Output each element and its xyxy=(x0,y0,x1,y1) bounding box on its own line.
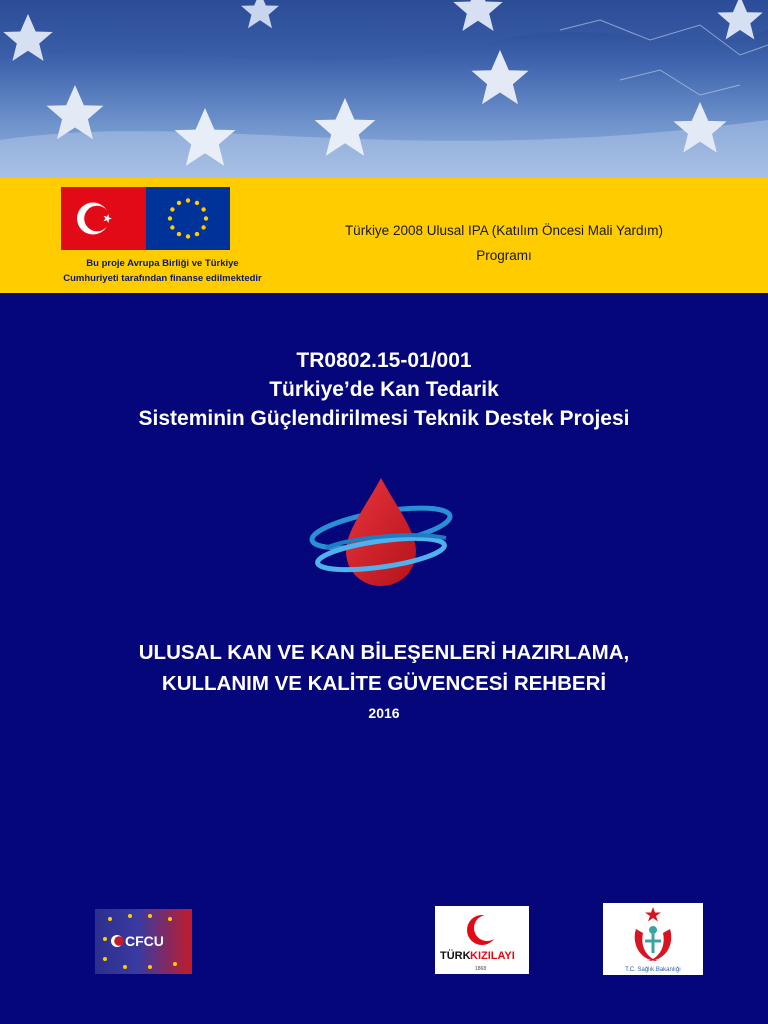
blood-drop-logo-icon xyxy=(306,476,456,593)
kizilay-year: 1868 xyxy=(475,966,487,972)
guide-title-line1: ULUSAL KAN VE KAN BİLEŞENLERİ HAZIRLAMA, xyxy=(138,641,630,664)
turk-kizilayi-logo-icon xyxy=(435,906,529,974)
cfcu-logo-icon xyxy=(95,909,192,974)
eu-stars-banner-icon xyxy=(0,0,768,178)
guide-year: 2016 xyxy=(368,705,400,721)
program-line2: Programı xyxy=(476,248,532,263)
kizilay-text-turk: TÜRK xyxy=(440,950,471,962)
program-line1: Türkiye 2008 Ulusal IPA (Katılım Öncesi Mali Yardım) xyxy=(344,223,664,238)
cfcu-text: CFCU xyxy=(125,933,164,949)
finance-note xyxy=(40,256,285,286)
project-code: TR0802.15-01/001 xyxy=(296,349,472,372)
kizilay-text-kizilay: KIZILAYI xyxy=(470,950,515,962)
turkey-flag-icon xyxy=(61,187,146,250)
saglik-text: T.C. Sağlık Bakanlığı xyxy=(625,967,681,973)
eu-stars-banner xyxy=(0,0,768,178)
finance-note-line1: Bu proje Avrupa Birliği ve Türkiye xyxy=(86,258,239,269)
project-title-line2: Sisteminin Güçlendirilmesi Teknik Destek Projesi xyxy=(138,407,630,430)
saglik-bakanligi-logo-icon xyxy=(603,903,703,975)
project-title xyxy=(0,346,768,433)
eu-flag-icon xyxy=(146,187,230,250)
finance-note-line2: Cumhuriyeti tarafından finanse edilmektedir xyxy=(63,273,262,284)
guide-title-line2: KULLANIM VE KALİTE GÜVENCESİ REHBERİ xyxy=(161,672,607,695)
project-title-line1: Türkiye’de Kan Tedarik xyxy=(269,378,499,401)
guide-title xyxy=(0,637,768,699)
program-text xyxy=(300,218,708,268)
